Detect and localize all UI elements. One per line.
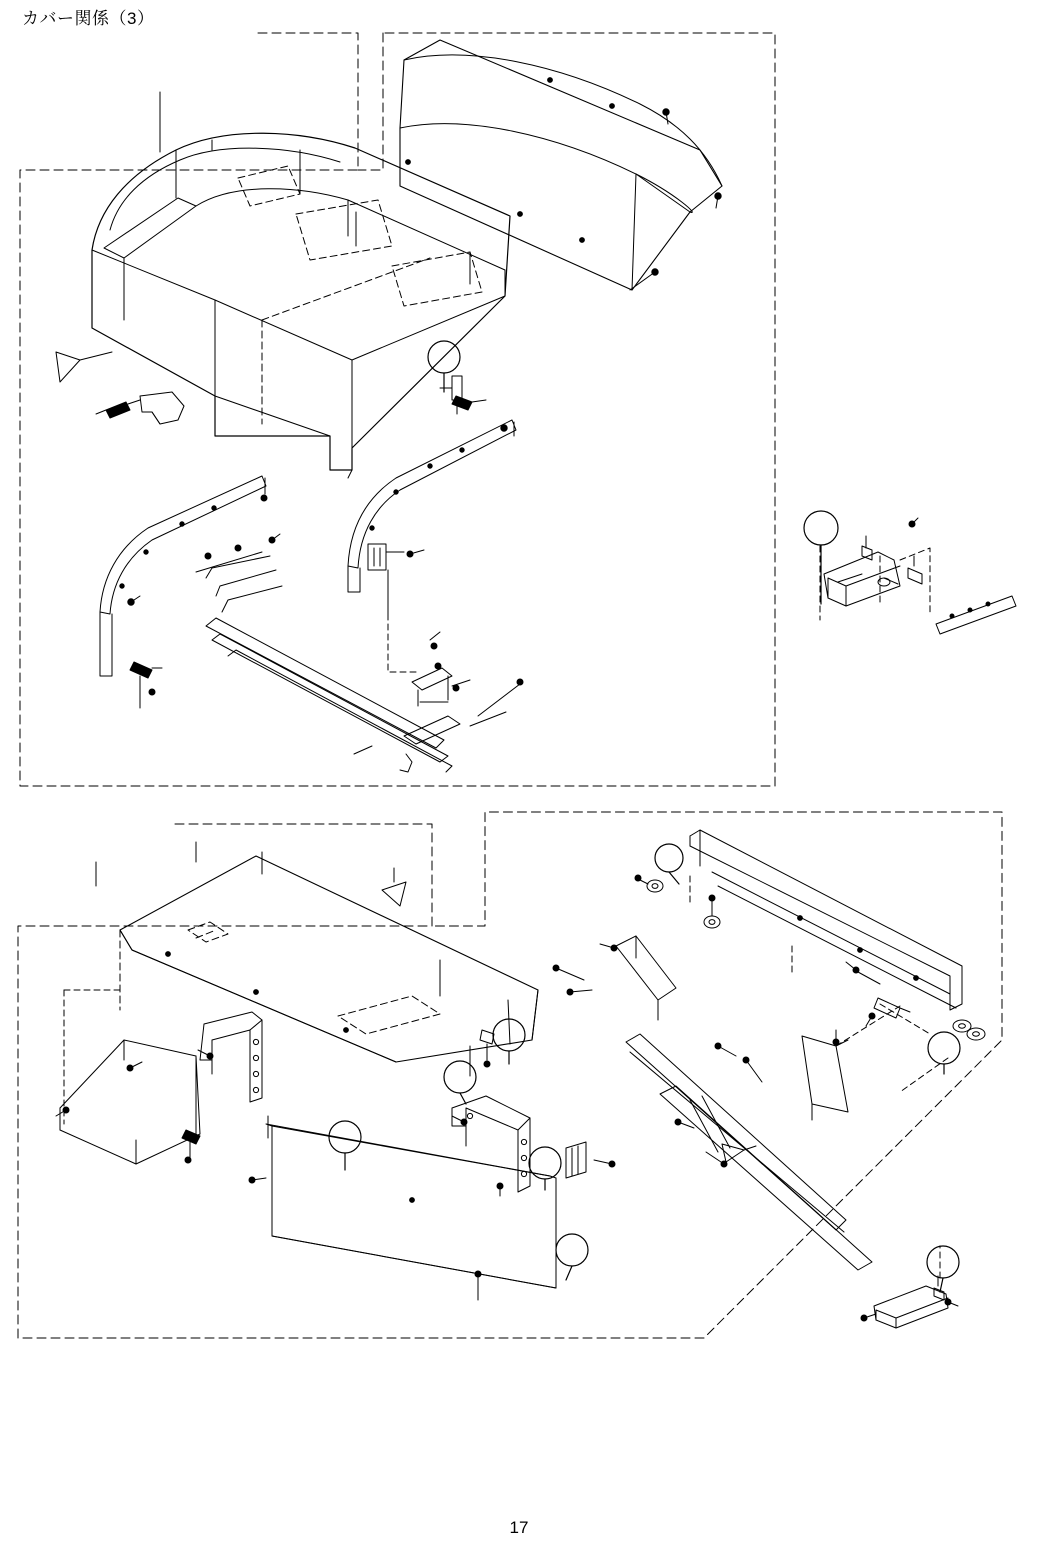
perforated-bracket-left <box>198 1012 262 1102</box>
callout-bubble <box>928 1032 960 1064</box>
callout-bubble <box>529 1147 561 1179</box>
perforated-bracket-middle <box>452 1096 530 1196</box>
upper-group-boundary <box>20 33 775 786</box>
callout-bubble <box>655 844 683 872</box>
hook-bracket-part <box>96 392 184 424</box>
latch-block-middle <box>566 1142 615 1178</box>
bushing-part-a <box>635 875 663 892</box>
washer-group <box>953 1020 985 1040</box>
callout-bubbles <box>329 341 960 1292</box>
page-title: カバー関係（3） <box>22 9 155 28</box>
callout-bubble <box>804 511 838 545</box>
section-marker-triangle-up <box>382 868 406 906</box>
top-panel-cover <box>96 842 538 1062</box>
latch-sub-assembly <box>820 518 1016 634</box>
pin-part-b <box>846 962 880 984</box>
callout-bubble <box>444 1061 476 1093</box>
hood-pivot-part <box>440 376 462 414</box>
right-frame-assembly <box>553 830 985 1270</box>
left-side-panel <box>56 990 200 1164</box>
lower-flat-panel <box>249 1116 556 1300</box>
front-hood-cover <box>92 92 510 478</box>
pin-part-a <box>866 998 910 1026</box>
section-marker-triangle-left <box>56 352 112 382</box>
right-curved-rail <box>348 420 516 592</box>
callout-bubble <box>927 1246 959 1278</box>
rail-fasteners-left <box>128 596 162 708</box>
callout-bubble <box>556 1234 588 1266</box>
bushing-part-b <box>704 895 720 928</box>
page-number: 17 <box>509 1518 529 1537</box>
roof-cover-panel <box>400 40 722 290</box>
rail-clamp-bracket <box>368 544 424 672</box>
lower-group-boundary <box>18 812 1002 1338</box>
bottom-right-sub-assembly <box>861 1246 958 1328</box>
